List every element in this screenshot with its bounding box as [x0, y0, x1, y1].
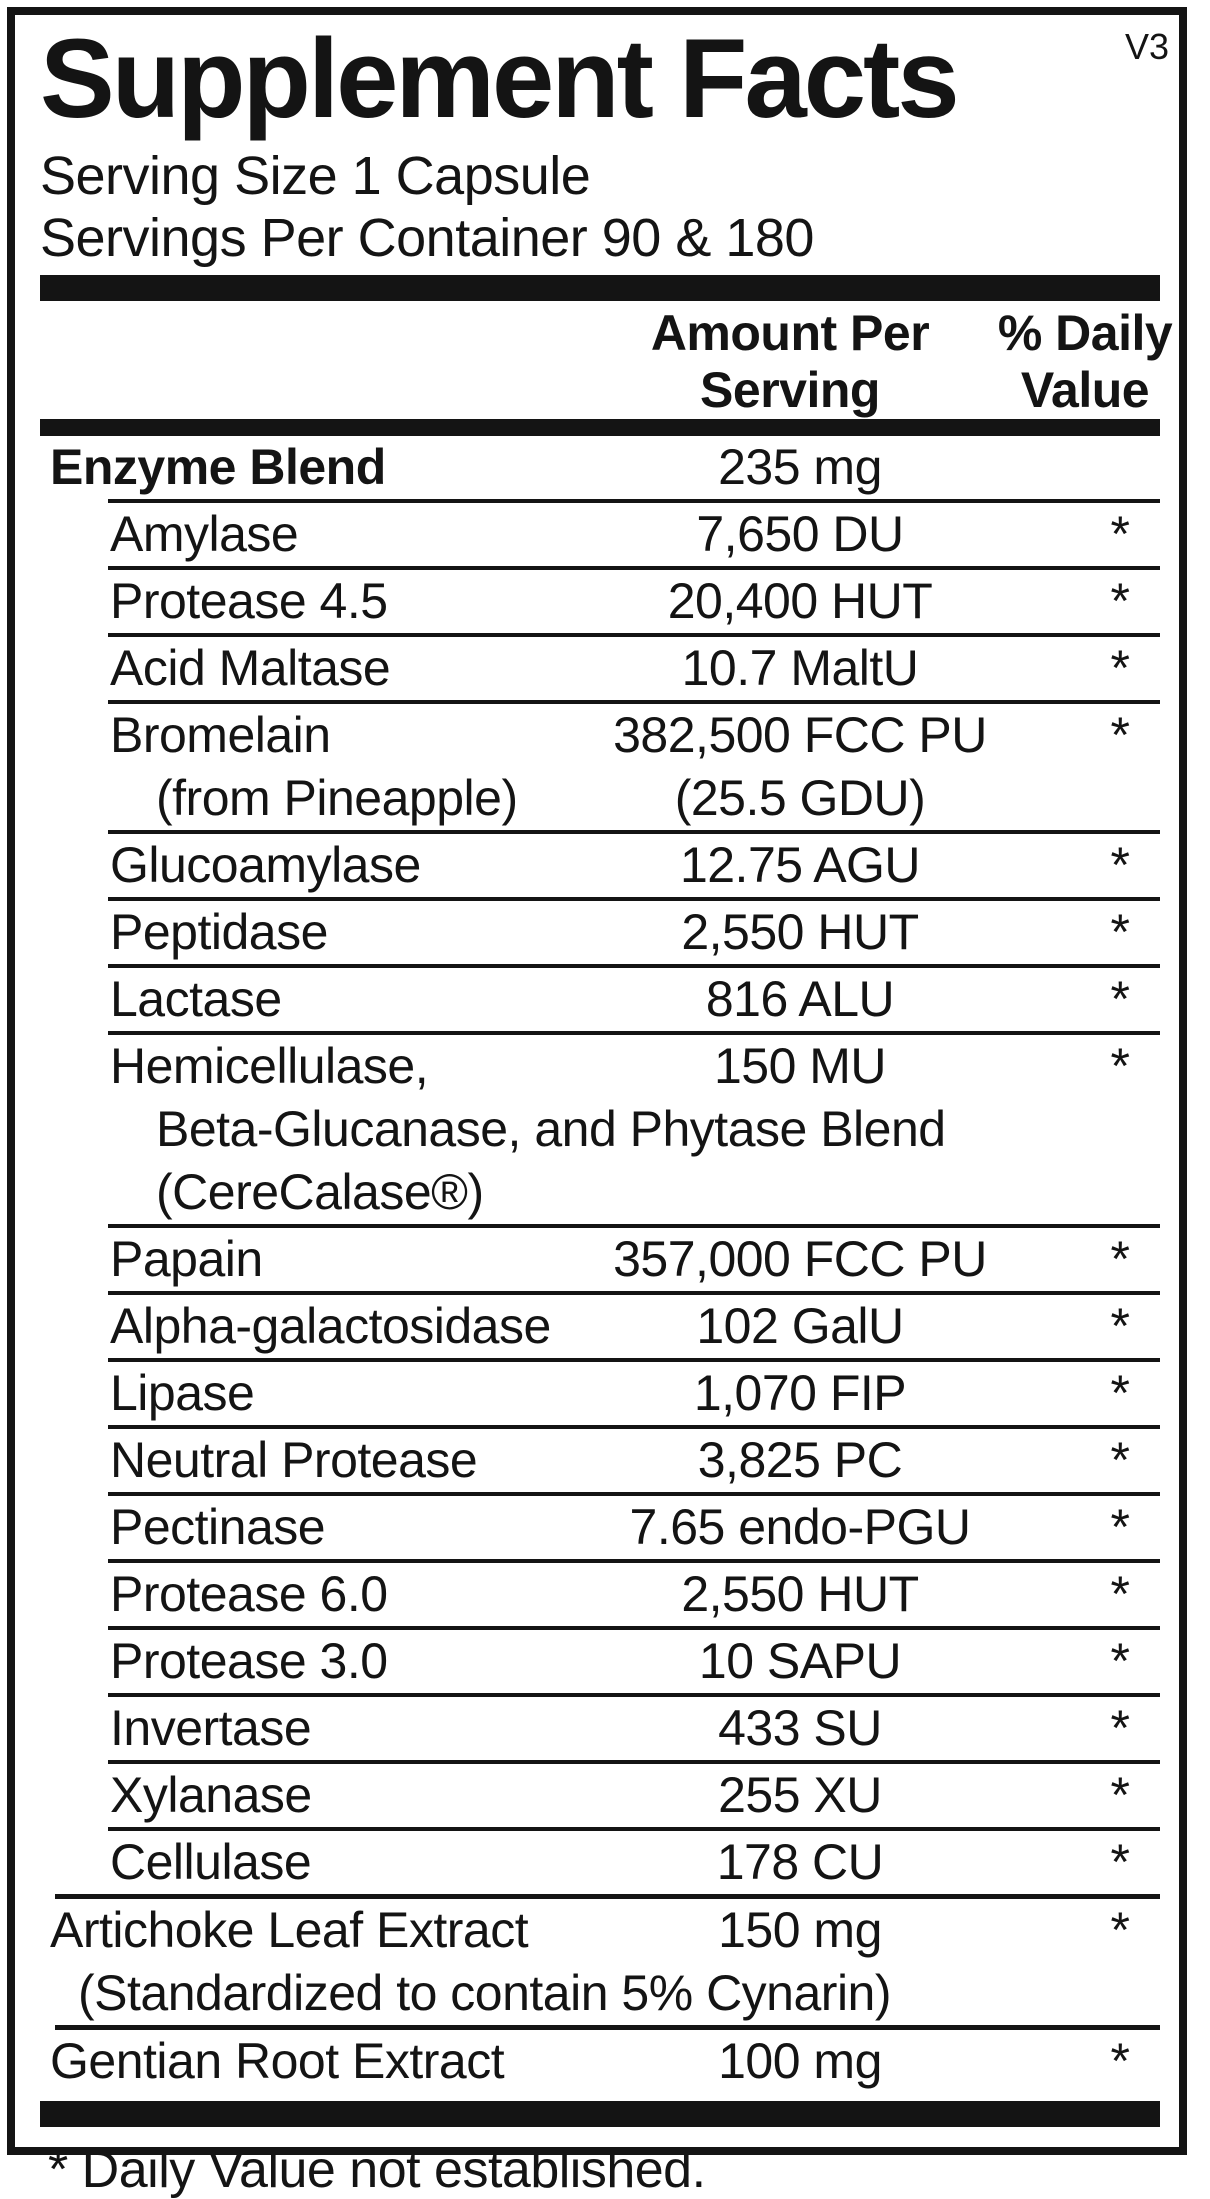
ingredient-name: Pectinase — [110, 1499, 326, 1555]
ingredient-row — [40, 570, 1160, 633]
ingredient-amount: 10 SAPU — [698, 1633, 902, 1689]
ingredient-row — [40, 637, 1160, 700]
ingredient-name: Glucoamylase — [110, 837, 421, 893]
ingredient-amount: 10.7 MaltU — [681, 640, 919, 696]
daily-value-cell: * — [1110, 971, 1130, 1027]
ingredient-row-line — [40, 436, 1160, 499]
amount-header-line2: Serving — [700, 362, 880, 418]
daily-value-cell: * — [1110, 2033, 1130, 2089]
daily-value-header — [960, 305, 1210, 419]
ingredient-row — [40, 1831, 1160, 1894]
daily-value-cell: * — [1110, 1365, 1130, 1421]
ingredient-row — [40, 1563, 1160, 1626]
ingredient-amount: 102 GalU — [696, 1298, 904, 1354]
ingredient-row — [40, 968, 1160, 1031]
ingredient-row-line — [40, 1295, 1160, 1358]
ingredient-name: Acid Maltase — [110, 640, 391, 696]
ingredient-row-line — [40, 704, 1160, 767]
ingredient-name: Protease 4.5 — [110, 573, 388, 629]
daily-value-cell: * — [1110, 1767, 1130, 1823]
ingredient-row-line — [40, 767, 1160, 830]
divider-bar-bottom — [40, 2101, 1160, 2127]
daily-value-cell: * — [1110, 1700, 1130, 1756]
ingredient-amount: 100 mg — [718, 2033, 882, 2089]
version-tag: V3 — [1124, 26, 1169, 67]
ingredient-amount: 7,650 DU — [696, 506, 904, 562]
ingredient-amount: 433 SU — [718, 1700, 882, 1756]
daily-value-cell: * — [1110, 640, 1130, 696]
panel-title: Supplement Facts — [40, 16, 957, 141]
ingredient-row — [40, 1630, 1160, 1693]
ingredient-amount: 357,000 FCC PU — [613, 1231, 987, 1287]
ingredient-amount: 12.75 AGU — [679, 837, 921, 893]
daily-value-cell: * — [1110, 1231, 1130, 1287]
daily-value-cell: * — [1110, 707, 1130, 763]
ingredient-row — [40, 1496, 1160, 1559]
ingredient-row — [40, 2030, 1160, 2093]
ingredient-name: Lipase — [110, 1365, 255, 1421]
ingredient-row-line — [40, 1831, 1160, 1894]
ingredient-amount: 2,550 HUT — [681, 904, 919, 960]
ingredient-row-line — [40, 1098, 1160, 1161]
ingredient-row — [40, 1228, 1160, 1291]
ingredient-amount: 150 MU — [713, 1038, 887, 1094]
ingredient-row — [40, 901, 1160, 964]
ingredient-row-line — [40, 1899, 1160, 1962]
ingredient-name: (CereCalase®) — [156, 1164, 484, 1220]
daily-value-cell: * — [1110, 573, 1130, 629]
ingredient-row-line — [40, 503, 1160, 566]
ingredient-row-line — [40, 1630, 1160, 1693]
ingredient-row-line — [40, 1764, 1160, 1827]
ingredient-name: Bromelain — [110, 707, 331, 763]
ingredient-row — [40, 1764, 1160, 1827]
panel-content — [15, 15, 1179, 2199]
ingredient-amount: 20,400 HUT — [667, 573, 933, 629]
ingredient-row-line — [40, 1161, 1160, 1224]
ingredient-row — [40, 1429, 1160, 1492]
ingredient-row-line — [40, 570, 1160, 633]
ingredient-name: Alpha-galactosidase — [110, 1298, 551, 1354]
ingredient-row-line — [40, 834, 1160, 897]
ingredient-name: Neutral Protease — [110, 1432, 478, 1488]
ingredient-amount: 2,550 HUT — [681, 1566, 919, 1622]
ingredient-amount: 235 mg — [718, 439, 882, 495]
ingredient-name: Artichoke Leaf Extract — [50, 1902, 529, 1958]
ingredient-amount: 3,825 PC — [697, 1432, 903, 1488]
ingredient-name: Beta-Glucanase, and Phytase Blend — [156, 1101, 946, 1157]
daily-value-cell: * — [1110, 1834, 1130, 1890]
ingredient-name: Hemicellulase, — [110, 1038, 429, 1094]
ingredient-name: Papain — [110, 1231, 263, 1287]
dv-header-line2: Value — [1020, 362, 1150, 418]
ingredient-row-line — [40, 1362, 1160, 1425]
daily-value-cell: * — [1110, 1432, 1130, 1488]
ingredient-row — [40, 503, 1160, 566]
ingredient-row — [40, 834, 1160, 897]
ingredient-name: Protease 6.0 — [110, 1566, 388, 1622]
servings-per-container-line: Servings Per Container 90 & 180 — [40, 208, 814, 268]
ingredient-row-line — [40, 1496, 1160, 1559]
daily-value-cell: * — [1110, 506, 1130, 562]
ingredient-name: (Standardized to contain 5% Cynarin) — [78, 1965, 892, 2021]
ingredient-name: Gentian Root Extract — [50, 2033, 505, 2089]
ingredient-amount: 7.65 endo-PGU — [629, 1499, 971, 1555]
ingredient-amount: 255 XU — [718, 1767, 882, 1823]
amount-header-line1: Amount Per — [650, 305, 930, 361]
ingredient-row — [40, 1362, 1160, 1425]
ingredient-amount: 1,070 FIP — [693, 1365, 907, 1421]
ingredient-row-line — [40, 968, 1160, 1031]
ingredient-row — [40, 1697, 1160, 1760]
divider-bar-header — [40, 419, 1160, 436]
ingredient-name: Cellulase — [110, 1834, 312, 1890]
ingredient-row-line — [40, 1228, 1160, 1291]
daily-value-cell: * — [1110, 1038, 1130, 1094]
ingredient-name: Enzyme Blend — [50, 439, 386, 495]
ingredient-row-line — [40, 1962, 1160, 2025]
daily-value-cell: * — [1110, 1633, 1130, 1689]
ingredient-row — [40, 1295, 1160, 1358]
serving-size-line: Serving Size 1 Capsule — [40, 146, 591, 206]
ingredient-name: (from Pineapple) — [156, 770, 518, 826]
ingredient-name: Lactase — [110, 971, 282, 1027]
ingredient-row — [40, 436, 1160, 499]
ingredient-amount: 382,500 FCC PU — [613, 707, 987, 763]
ingredient-amount: 178 CU — [716, 1834, 884, 1890]
daily-value-cell: * — [1110, 1499, 1130, 1555]
ingredient-row-line — [40, 1697, 1160, 1760]
daily-value-cell: * — [1110, 1566, 1130, 1622]
ingredient-row-line — [40, 1035, 1160, 1098]
ingredient-amount: 150 mg — [718, 1902, 882, 1958]
ingredient-name: Protease 3.0 — [110, 1633, 388, 1689]
ingredient-row — [40, 1899, 1160, 2025]
ingredient-row-line — [40, 1563, 1160, 1626]
ingredient-name: Xylanase — [110, 1767, 312, 1823]
daily-value-footnote: * Daily Value not established. — [48, 2141, 706, 2199]
ingredient-rows — [40, 436, 1160, 2093]
daily-value-cell: * — [1110, 1902, 1130, 1958]
ingredient-amount: 816 ALU — [705, 971, 895, 1027]
ingredient-name: Invertase — [110, 1700, 312, 1756]
ingredient-row-line — [40, 1429, 1160, 1492]
ingredient-row-line — [40, 901, 1160, 964]
serving-info — [40, 145, 1160, 269]
supplement-facts-panel — [7, 7, 1187, 2199]
dv-header-line1: % Daily — [997, 305, 1173, 361]
divider-bar-top — [40, 275, 1160, 301]
ingredient-row-line — [40, 2030, 1160, 2093]
ingredient-name: Amylase — [110, 506, 299, 562]
ingredient-row — [40, 704, 1160, 830]
ingredient-row-line — [40, 637, 1160, 700]
column-header — [40, 301, 1173, 419]
ingredient-row — [40, 1035, 1160, 1224]
daily-value-cell: * — [1110, 904, 1130, 960]
ingredient-name: Peptidase — [110, 904, 328, 960]
daily-value-cell: * — [1110, 837, 1130, 893]
daily-value-cell: * — [1110, 1298, 1130, 1354]
ingredient-amount: (25.5 GDU) — [674, 770, 926, 826]
